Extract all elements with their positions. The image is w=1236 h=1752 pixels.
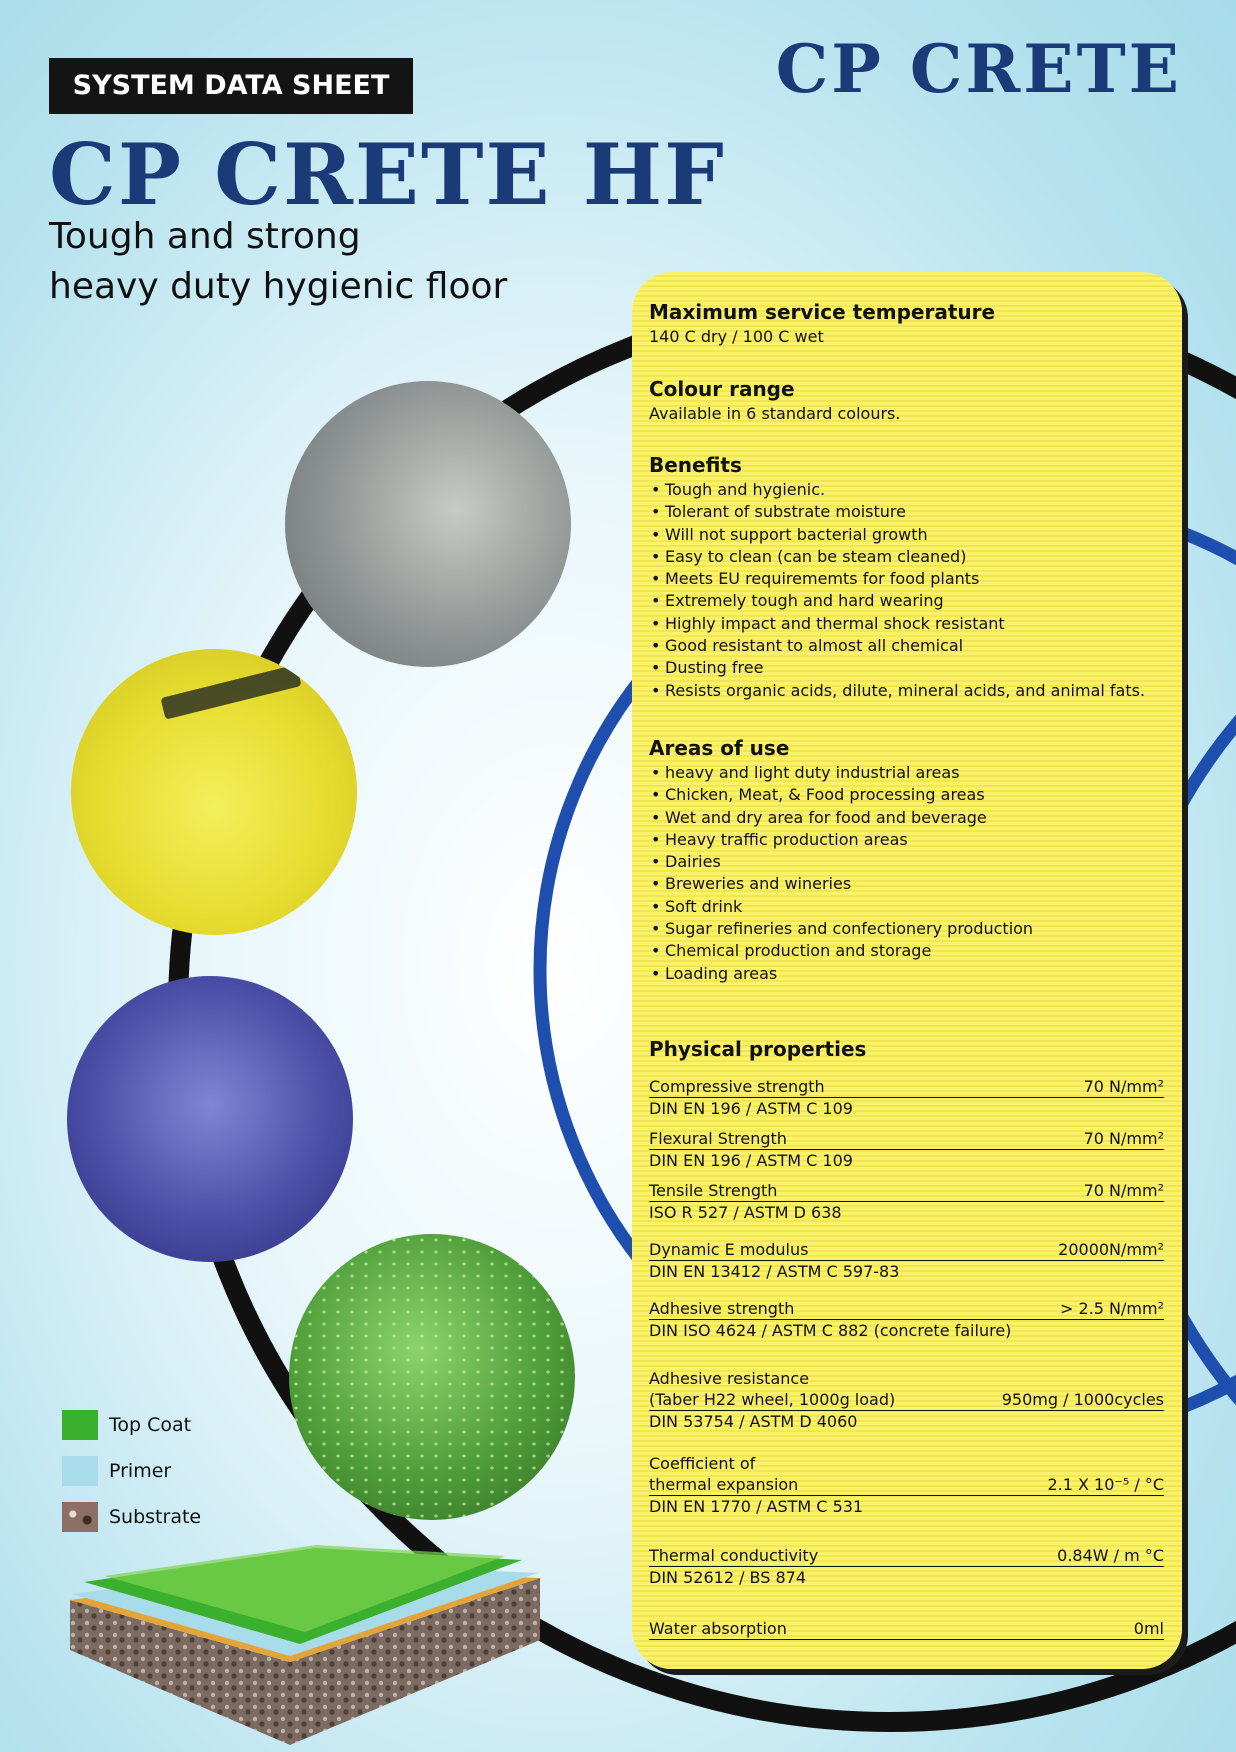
property-name: Tensile Strength [649, 1180, 778, 1200]
section-text: Available in 6 standard colours. [649, 404, 901, 423]
list-item: • Chicken, Meat, & Food processing areas [649, 784, 1164, 806]
system-data-sheet-badge: SYSTEM DATA SHEET [49, 58, 413, 114]
list-item: • Tolerant of substrate moisture [649, 501, 1164, 523]
list-item: • Breweries and wineries [649, 873, 1164, 895]
property-row [649, 1077, 1164, 1120]
section-text: 140 C dry / 100 C wet [649, 327, 824, 346]
section-heading: Maximum service temperature [649, 300, 996, 324]
property-row [649, 1619, 1164, 1640]
texture-icon [289, 1234, 575, 1520]
property-line [649, 1077, 1164, 1098]
property-name: Thermal conductivity [649, 1545, 819, 1565]
property-standard: DIN 52612 / BS 874 [649, 1567, 807, 1587]
list-item: • Easy to clean (can be steam cleaned) [649, 546, 1164, 568]
subtitle-line: Tough and strong [49, 216, 361, 257]
product-subtitle [49, 212, 569, 312]
areas-list [649, 762, 1164, 985]
list-item: • Sugar refineries and confectionery production [649, 918, 1164, 940]
list-item: • Loading areas [649, 963, 1164, 985]
info-panel-content [649, 298, 1164, 1649]
property-value: 0ml [1133, 1618, 1164, 1638]
mop-icon [160, 664, 301, 719]
physical-properties-section [649, 1035, 1164, 1640]
list-item: • Soft drink [649, 896, 1164, 918]
property-value: 70 N/mm² [1083, 1076, 1164, 1096]
section-heading: Colour range [649, 377, 795, 401]
property-line [649, 1390, 1164, 1411]
blue-floor-photo [67, 976, 353, 1262]
property-standard: DIN ISO 4624 / ASTM C 882 (concrete failure) [649, 1320, 1012, 1340]
property-name: Water absorption [649, 1618, 787, 1638]
property-name: (Taber H22 wheel, 1000g load) [649, 1389, 896, 1409]
property-value: > 2.5 N/mm² [1060, 1298, 1164, 1318]
legend-item-primer [62, 1456, 262, 1502]
property-row [649, 1181, 1164, 1224]
legend-item-top-coat [62, 1410, 262, 1456]
list-item: • Wet and dry area for food and beverage [649, 807, 1164, 829]
benefits-list [649, 479, 1164, 702]
section-heading: Physical properties [649, 1036, 867, 1061]
list-item: • Tough and hygienic. [649, 479, 1164, 501]
property-line [649, 1475, 1164, 1496]
colour-range-section [649, 375, 1164, 424]
property-name: Adhesive strength [649, 1298, 795, 1318]
property-standard: DIN EN 196 / ASTM C 109 [649, 1098, 853, 1118]
property-value: 20000N/mm² [1058, 1239, 1164, 1259]
property-standard: DIN EN 13412 / ASTM C 597-83 [649, 1261, 900, 1281]
legend-label: Substrate [109, 1506, 202, 1528]
property-row [649, 1368, 1164, 1433]
product-title: CP CRETE HF [49, 125, 726, 224]
areas-section [649, 734, 1164, 985]
subtitle-line: heavy duty hygienic floor [49, 266, 508, 307]
property-standard: DIN EN 1770 / ASTM C 531 [649, 1496, 864, 1516]
primer-swatch [62, 1456, 98, 1486]
property-prefix: Coefficient of [649, 1453, 756, 1473]
legend-item-substrate [62, 1502, 262, 1548]
list-item: • Dairies [649, 851, 1164, 873]
property-row [649, 1240, 1164, 1283]
green-floor-photo [289, 1234, 575, 1520]
benefits-section [649, 451, 1164, 702]
top-coat-swatch [62, 1410, 98, 1440]
list-item: • Heavy traffic production areas [649, 829, 1164, 851]
property-line [649, 1299, 1164, 1320]
property-line [649, 1129, 1164, 1150]
property-standard: DIN 53754 / ASTM D 4060 [649, 1411, 858, 1431]
list-item: • heavy and light duty industrial areas [649, 762, 1164, 784]
brand-logo: CP CRETE [775, 30, 1182, 108]
property-line [649, 1546, 1164, 1567]
yellow-floor-photo [71, 649, 357, 935]
list-item: • Extremely tough and hard wearing [649, 590, 1164, 612]
list-item: • Highly impact and thermal shock resistant [649, 613, 1164, 635]
substrate-swatch [62, 1502, 98, 1532]
list-item: • Resists organic acids, dilute, mineral acids, and animal fats. [649, 680, 1164, 702]
property-line [649, 1181, 1164, 1202]
legend-label: Top Coat [109, 1414, 192, 1436]
property-name: Flexural Strength [649, 1128, 787, 1148]
property-value: 70 N/mm² [1083, 1128, 1164, 1148]
property-value: 2.1 X 10⁻⁵ / °C [1047, 1474, 1164, 1494]
list-item: • Meets EU requirememts for food plants [649, 568, 1164, 590]
list-item: • Good resistant to almost all chemical [649, 635, 1164, 657]
property-standard: DIN EN 196 / ASTM C 109 [649, 1150, 853, 1170]
grey-floor-photo [285, 381, 571, 667]
property-line [649, 1619, 1164, 1640]
section-heading: Areas of use [649, 735, 790, 760]
property-row [649, 1129, 1164, 1172]
section-heading: Benefits [649, 453, 742, 477]
list-item: • Will not support bacterial growth [649, 524, 1164, 546]
property-value: 0.84W / m °C [1057, 1545, 1164, 1565]
property-value: 950mg / 1000cycles [1001, 1389, 1164, 1409]
property-line [649, 1240, 1164, 1261]
property-name: thermal expansion [649, 1474, 799, 1494]
property-value: 70 N/mm² [1083, 1180, 1164, 1200]
legend-label: Primer [109, 1460, 172, 1482]
property-prefix: Adhesive resistance [649, 1368, 810, 1388]
property-row [649, 1453, 1164, 1518]
property-name: Dynamic E modulus [649, 1239, 809, 1259]
property-row [649, 1299, 1164, 1342]
max-temp-section [649, 298, 1164, 347]
property-name: Compressive strength [649, 1076, 825, 1096]
layer-legend [62, 1410, 262, 1548]
list-item: • Chemical production and storage [649, 940, 1164, 962]
property-standard: ISO R 527 / ASTM D 638 [649, 1202, 842, 1222]
property-row [649, 1546, 1164, 1589]
list-item: • Dusting free [649, 657, 1164, 679]
